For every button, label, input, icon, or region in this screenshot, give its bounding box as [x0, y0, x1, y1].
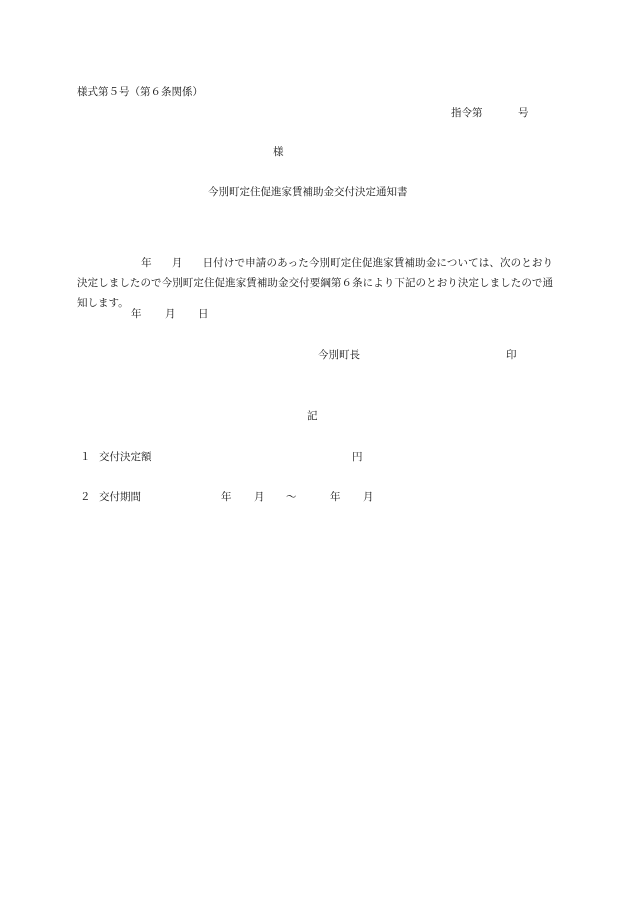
issuer-seal: 印: [506, 349, 517, 361]
item-1-unit: 円: [352, 451, 363, 463]
date-day: 日: [198, 308, 209, 320]
body-text-rest: おり決定しましたので今別町定住促進家賃補助金交付要綱第６条により下記のとおり決定しましたので通知します。: [77, 257, 554, 309]
document-title: 今別町定住促進家賃補助金交付決定通知書: [208, 186, 408, 198]
issuer-name: 今別町長: [318, 349, 360, 361]
item-2-from-month: 月: [254, 491, 265, 503]
body-year: 年: [141, 257, 152, 269]
body-month: 月: [171, 257, 183, 269]
item-1-label: 交付決定額: [99, 451, 152, 463]
note-heading: 記: [307, 410, 318, 422]
addressee-suffix: 様: [273, 146, 284, 158]
body-paragraph: [77, 253, 553, 313]
body-text-line1: 日付けで申請のあった今別町定住促進家賃補助金については、次のと: [202, 257, 532, 269]
item-2-from-year: 年: [221, 491, 232, 503]
form-number: 様式第５号（第６条関係）: [77, 86, 203, 98]
item-2-label: 交付期間: [99, 491, 141, 503]
item-2-to-year: 年: [330, 491, 341, 503]
reference-suffix: 号: [518, 107, 529, 119]
item-2-to-month: 月: [363, 491, 374, 503]
item-1-number: １: [80, 451, 91, 463]
date-year: 年: [131, 308, 142, 320]
item-2-number: ２: [80, 491, 91, 503]
reference-prefix: 指令第: [451, 107, 483, 119]
item-2-separator: ～: [286, 491, 297, 503]
date-month: 月: [165, 308, 176, 320]
